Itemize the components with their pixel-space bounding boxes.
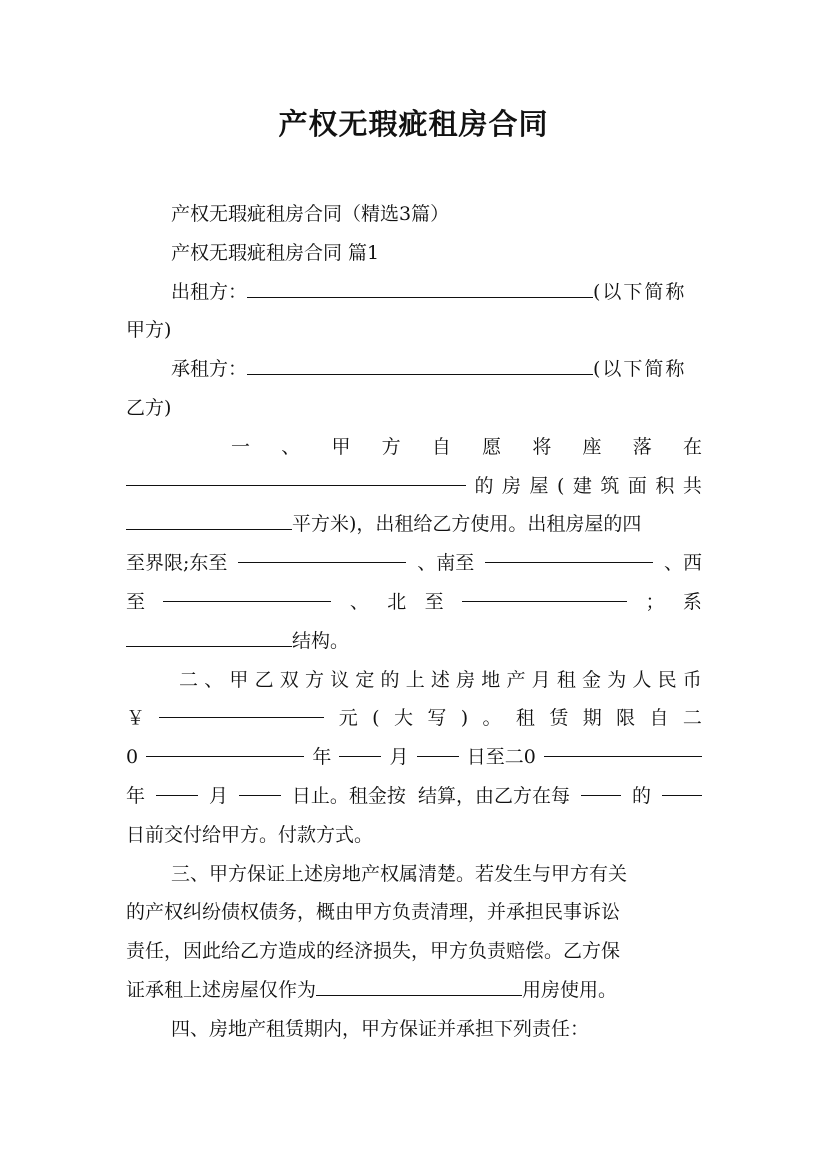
lessor-line-cont: 甲方) — [126, 319, 172, 342]
clause2-char: 的 — [380, 668, 400, 691]
clause2-char: 地 — [481, 668, 501, 691]
clause2-char: 方 — [304, 668, 324, 691]
clause1-char: ( — [556, 474, 565, 497]
clause3-line1: 三、甲方保证上述房地产权属清楚。若发生与甲方有关 — [171, 862, 628, 885]
clause2-char: 、 — [204, 668, 224, 691]
clause2-line3 — [126, 738, 702, 777]
clause2-char: 限 — [616, 707, 636, 730]
start-month-blank — [339, 738, 381, 757]
clause2-char: 人 — [632, 668, 652, 691]
usage-blank — [316, 977, 522, 996]
clause2-char: 期 — [582, 707, 602, 730]
lessee-line — [126, 350, 702, 389]
lessor-suffix: (以下简称 — [593, 280, 687, 303]
clause2-char: 上 — [405, 668, 425, 691]
clause3-line3: 责任，因此给乙方造成的经济损失，甲方负责赔偿。乙方保 — [126, 940, 621, 963]
clause1-char: 的 — [474, 474, 494, 497]
north-blank — [462, 583, 627, 602]
clause2-char: 民 — [657, 668, 677, 691]
north-char: 北 — [387, 590, 407, 613]
end-year-blank — [544, 738, 702, 757]
clause2-char: 大 — [393, 707, 413, 730]
yen-symbol: ￥ — [126, 707, 146, 730]
usage-text: 证承租上述房屋仅作为 — [126, 978, 317, 1001]
clause2-char: 产 — [506, 668, 526, 691]
clause1-char: 积 — [655, 474, 675, 497]
system-char: 系 — [682, 590, 702, 613]
clause4-line1: 四、房地产租赁期内，甲方保证并承担下列责任： — [171, 1017, 590, 1040]
clause2-char: 乙 — [254, 668, 274, 691]
clause2-char: 赁 — [549, 707, 569, 730]
south-blank — [485, 544, 653, 563]
clause2-char: 议 — [330, 668, 350, 691]
east-blank — [238, 544, 406, 563]
clause1-char: 方 — [381, 435, 401, 458]
lessee-suffix: (以下简称 — [593, 358, 687, 381]
clause2-char: 自 — [649, 707, 669, 730]
clause2-char: 月 — [531, 668, 551, 691]
document-title: 产权无瑕疵租房合同 — [278, 107, 549, 141]
clause1-char: 落 — [632, 435, 652, 458]
clause2-char: 述 — [430, 668, 450, 691]
clause2-char: 二 — [179, 668, 199, 691]
clause1-char: 在 — [682, 435, 702, 458]
clause1-char: 屋 — [529, 474, 549, 497]
lessor-blank — [247, 279, 593, 298]
clause1-line6 — [126, 622, 702, 661]
month-label: 月 — [208, 784, 228, 807]
clause1-char: 筑 — [600, 474, 620, 497]
clause2-char: ) — [460, 707, 469, 730]
west-label-cont: 至 — [126, 590, 146, 613]
lessee-line-cont: 乙方) — [126, 396, 172, 419]
clause1-line2 — [126, 467, 702, 506]
clause1-char: 自 — [431, 435, 451, 458]
pay-interval-blank — [581, 777, 621, 796]
clause1-char: 面 — [627, 474, 647, 497]
year-label: 年 — [312, 746, 332, 769]
clause2-char: 房 — [456, 668, 476, 691]
clause2-line5: 日前交付给甲方。付款方式。 — [126, 823, 374, 846]
north-sep: 、 — [349, 590, 369, 613]
pay-day-blank — [662, 777, 702, 796]
clause1-line4 — [126, 544, 702, 583]
clause1-char: 、 — [281, 435, 301, 458]
clause3-line2: 的产权纠纷债权债务，概由甲方负责清理，并承担民事诉讼 — [126, 901, 621, 924]
clause2-line4 — [126, 777, 702, 816]
clause2-char: ( — [372, 707, 380, 730]
clause2-char: 甲 — [229, 668, 249, 691]
subtitle: 产权无瑕疵租房合同（精选3篇） — [171, 203, 450, 225]
clause3-line4 — [126, 971, 702, 1010]
clause1-char: 房 — [501, 474, 521, 497]
clause1-char: 愿 — [482, 435, 502, 458]
lessee-label: 承租方： — [171, 358, 248, 381]
semicolon: ； — [645, 590, 665, 613]
clause2-line2 — [126, 699, 702, 738]
clause1-line3 — [126, 505, 702, 544]
clause2-char: 金 — [582, 668, 602, 691]
contract-body — [126, 195, 702, 1049]
clause2-char: 双 — [279, 668, 299, 691]
of-label: 的 — [631, 784, 651, 807]
year-label: 年 — [126, 784, 146, 807]
clause2-char: 为 — [607, 668, 627, 691]
structure-text: 结构。 — [292, 629, 350, 652]
clause2-char: 币 — [682, 668, 702, 691]
clause2-char: 写 — [427, 707, 447, 730]
lessee-blank — [247, 356, 593, 375]
clause2-char: 定 — [355, 668, 375, 691]
north-char: 至 — [424, 590, 444, 613]
clause2-line1 — [126, 661, 702, 700]
south-label: 、南至 — [417, 552, 475, 575]
structure-blank — [126, 628, 292, 647]
clause1-char: 建 — [572, 474, 592, 497]
clause1-char: 将 — [532, 435, 552, 458]
month-label: 月 — [389, 746, 409, 769]
start-zero: 0 — [126, 746, 139, 769]
west-label: 、西 — [663, 552, 702, 575]
clause1-char: 座 — [582, 435, 602, 458]
clause2-char: 租 — [556, 668, 576, 691]
west-blank — [163, 583, 331, 602]
end-text: 日止。租金按 结算，由乙方在每 — [291, 784, 570, 807]
day-to-label: 日至二0 — [466, 746, 536, 769]
clause1-char: 共 — [682, 474, 702, 497]
clause1-char: 甲 — [331, 435, 351, 458]
start-day-blank — [417, 738, 459, 757]
clause1-line1 — [126, 428, 702, 467]
section-heading: 产权无瑕疵租房合同 篇1 — [171, 241, 380, 264]
usage-suffix: 用房使用。 — [522, 978, 618, 1001]
clause2-char: 。 — [482, 707, 502, 730]
area-text: 平方米)，出租给乙方使用。出租房屋的四 — [292, 513, 642, 536]
rent-blank — [159, 699, 324, 718]
lessor-label: 出租方： — [171, 280, 248, 303]
clause1-line5 — [126, 583, 702, 622]
lessor-line — [126, 273, 702, 312]
location-blank — [126, 467, 466, 486]
boundary-text: 至界限;东至 — [126, 552, 228, 575]
end-day-blank — [239, 777, 281, 796]
clause1-char: 一 — [231, 435, 251, 458]
start-year-blank — [146, 738, 304, 757]
end-month-blank — [156, 777, 198, 796]
area-blank — [126, 511, 292, 530]
clause2-char: 二 — [682, 707, 702, 730]
clause2-char: 租 — [515, 707, 535, 730]
clause2-char: 元 — [338, 707, 358, 730]
